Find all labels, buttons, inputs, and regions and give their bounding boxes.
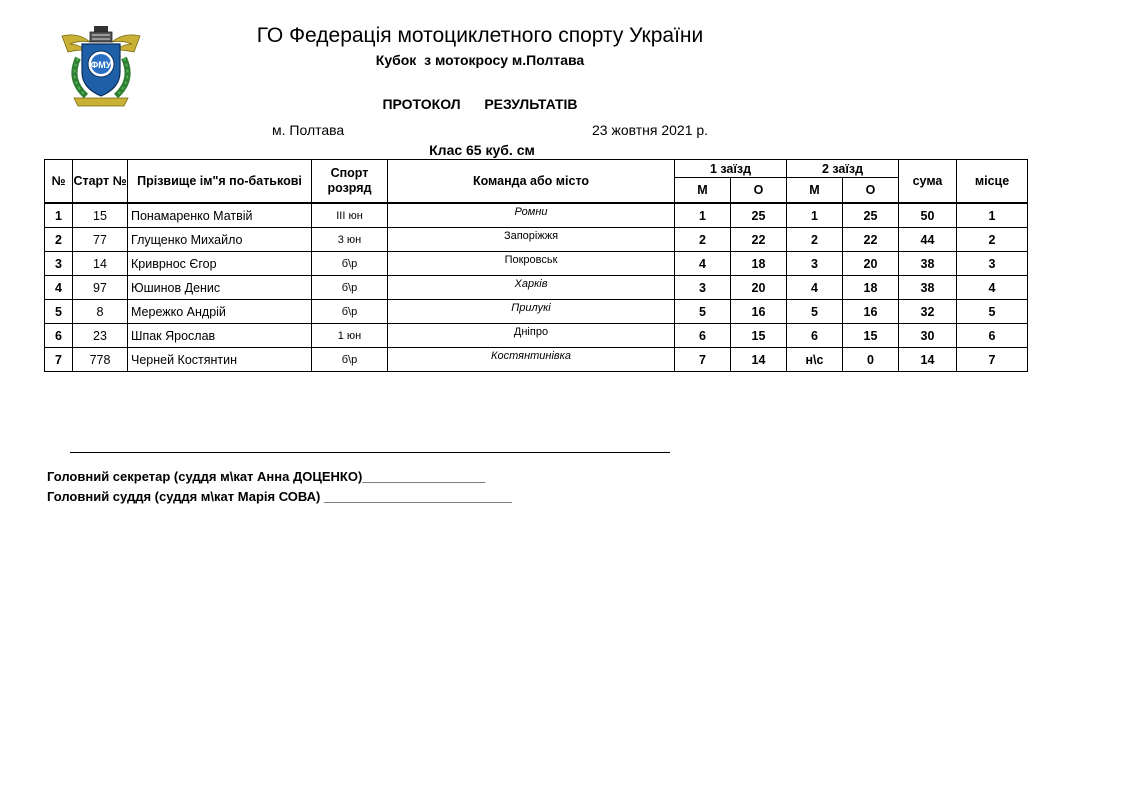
cell-run1-o: 22 xyxy=(731,228,787,252)
cell-place: 4 xyxy=(957,276,1028,300)
team-label: Харків xyxy=(514,278,548,290)
cell-num: 4 xyxy=(45,276,73,300)
cell-run2-m: 3 xyxy=(787,252,843,276)
cell-place: 2 xyxy=(957,228,1028,252)
table-row xyxy=(45,252,1028,276)
cell-team xyxy=(388,252,675,276)
header-team: Команда або місто xyxy=(388,160,675,204)
cell-run2-m: 2 xyxy=(787,228,843,252)
cell-sum: 14 xyxy=(899,348,957,372)
table-row xyxy=(45,324,1028,348)
organization-title: ГО Федерація мотоциклетного спорту України xyxy=(256,24,704,47)
header-start: Старт № xyxy=(73,160,128,204)
cell-rank: б\р xyxy=(312,300,388,324)
cell-place: 7 xyxy=(957,348,1028,372)
cell-run1-m: 7 xyxy=(675,348,731,372)
header-run1-m: М xyxy=(675,178,731,204)
team-label: Дніпро xyxy=(513,326,549,338)
cell-start: 97 xyxy=(73,276,128,300)
event-date: 23 жовтня 2021 р. xyxy=(592,122,709,138)
table-row xyxy=(45,203,1028,228)
header-place: місце xyxy=(957,160,1028,204)
cell-num: 7 xyxy=(45,348,73,372)
table-row xyxy=(45,300,1028,324)
cell-start: 14 xyxy=(73,252,128,276)
cell-rank: 3 юн xyxy=(312,228,388,252)
cell-run1-m: 6 xyxy=(675,324,731,348)
cell-rank: б\р xyxy=(312,276,388,300)
chief-secretary-signature: Головний секретар (суддя м\кат Анна ДОЦЕНКО)_________________ xyxy=(47,469,486,484)
cell-num: 3 xyxy=(45,252,73,276)
federation-logo xyxy=(56,24,146,108)
signature-divider xyxy=(70,452,670,453)
header-run2-o: О xyxy=(843,178,899,204)
cell-start: 778 xyxy=(73,348,128,372)
team-label: Запоріжжя xyxy=(503,230,559,242)
cell-name: Мережко Андрій xyxy=(128,300,312,324)
cell-team xyxy=(388,203,675,228)
cell-run2-o: 25 xyxy=(843,203,899,228)
cell-run2-m: 5 xyxy=(787,300,843,324)
cell-run1-m: 3 xyxy=(675,276,731,300)
cell-run2-o: 20 xyxy=(843,252,899,276)
cell-run1-o: 20 xyxy=(731,276,787,300)
logo-text: ФМУ xyxy=(90,60,112,70)
cell-num: 2 xyxy=(45,228,73,252)
table-row xyxy=(45,348,1028,372)
cell-run2-o: 15 xyxy=(843,324,899,348)
cell-run2-o: 16 xyxy=(843,300,899,324)
cell-name: Криврнос Єгор xyxy=(128,252,312,276)
cell-sum: 50 xyxy=(899,203,957,228)
cell-run1-o: 15 xyxy=(731,324,787,348)
cell-run1-o: 14 xyxy=(731,348,787,372)
class-title: Клас 65 куб. см xyxy=(429,142,535,158)
cell-place: 6 xyxy=(957,324,1028,348)
cell-run1-o: 16 xyxy=(731,300,787,324)
cell-rank: ІІІ юн xyxy=(312,203,388,228)
cell-sum: 30 xyxy=(899,324,957,348)
cell-team xyxy=(388,228,675,252)
cell-name: Глущенко Михайло xyxy=(128,228,312,252)
cell-sum: 38 xyxy=(899,252,957,276)
cell-sum: 32 xyxy=(899,300,957,324)
cell-team xyxy=(388,324,675,348)
header-run-1: 1 заїзд xyxy=(675,160,787,178)
cell-name: Черней Костянтин xyxy=(128,348,312,372)
cell-name: Юшинов Денис xyxy=(128,276,312,300)
cell-num: 1 xyxy=(45,203,73,228)
cell-run2-m: н\с xyxy=(787,348,843,372)
header-run1-o: О xyxy=(731,178,787,204)
cell-rank: б\р xyxy=(312,252,388,276)
cell-run2-o: 0 xyxy=(843,348,899,372)
protocol-title: ПРОТОКОЛ РЕЗУЛЬТАТІВ xyxy=(382,96,578,112)
chief-judge-signature: Головний суддя (суддя м\кат Марія СОВА) __________________________ xyxy=(47,489,512,504)
header-run2-m: М xyxy=(787,178,843,204)
cell-run2-m: 6 xyxy=(787,324,843,348)
cell-start: 77 xyxy=(73,228,128,252)
cell-run2-o: 22 xyxy=(843,228,899,252)
cell-place: 3 xyxy=(957,252,1028,276)
cell-run2-m: 1 xyxy=(787,203,843,228)
cell-start: 15 xyxy=(73,203,128,228)
cell-num: 5 xyxy=(45,300,73,324)
cell-start: 23 xyxy=(73,324,128,348)
cell-team xyxy=(388,348,675,372)
header-rank: Спорт розряд xyxy=(312,160,388,204)
cell-run1-o: 25 xyxy=(731,203,787,228)
cell-run1-m: 5 xyxy=(675,300,731,324)
cell-run2-m: 4 xyxy=(787,276,843,300)
header-num: № xyxy=(45,160,73,204)
cell-rank: б\р xyxy=(312,348,388,372)
team-label: Прилукі xyxy=(511,302,551,314)
cell-rank: 1 юн xyxy=(312,324,388,348)
cell-run1-o: 18 xyxy=(731,252,787,276)
header-name: Прізвище ім"я по-батькові xyxy=(128,160,312,204)
team-label: Ромни xyxy=(514,206,548,218)
cell-place: 1 xyxy=(957,203,1028,228)
cell-run1-m: 2 xyxy=(675,228,731,252)
cell-run2-o: 18 xyxy=(843,276,899,300)
cell-run1-m: 4 xyxy=(675,252,731,276)
cell-name: Понамаренко Матвій xyxy=(128,203,312,228)
cell-sum: 38 xyxy=(899,276,957,300)
cell-sum: 44 xyxy=(899,228,957,252)
cell-num: 6 xyxy=(45,324,73,348)
cell-start: 8 xyxy=(73,300,128,324)
results-body xyxy=(45,203,1028,372)
table-row xyxy=(45,228,1028,252)
header-run-2: 2 заїзд xyxy=(787,160,899,178)
team-label: Костянтинівка xyxy=(491,350,571,362)
table-row xyxy=(45,276,1028,300)
results-table xyxy=(44,159,1028,372)
cell-team xyxy=(388,300,675,324)
team-label: Покровськ xyxy=(504,254,558,266)
cell-team xyxy=(388,276,675,300)
cell-run1-m: 1 xyxy=(675,203,731,228)
cell-name: Шпак Ярослав xyxy=(128,324,312,348)
cup-title: Кубок з мотокросу м.Полтава xyxy=(375,52,585,68)
header-sum: сума xyxy=(899,160,957,204)
event-city: м. Полтава xyxy=(272,122,345,138)
cell-place: 5 xyxy=(957,300,1028,324)
